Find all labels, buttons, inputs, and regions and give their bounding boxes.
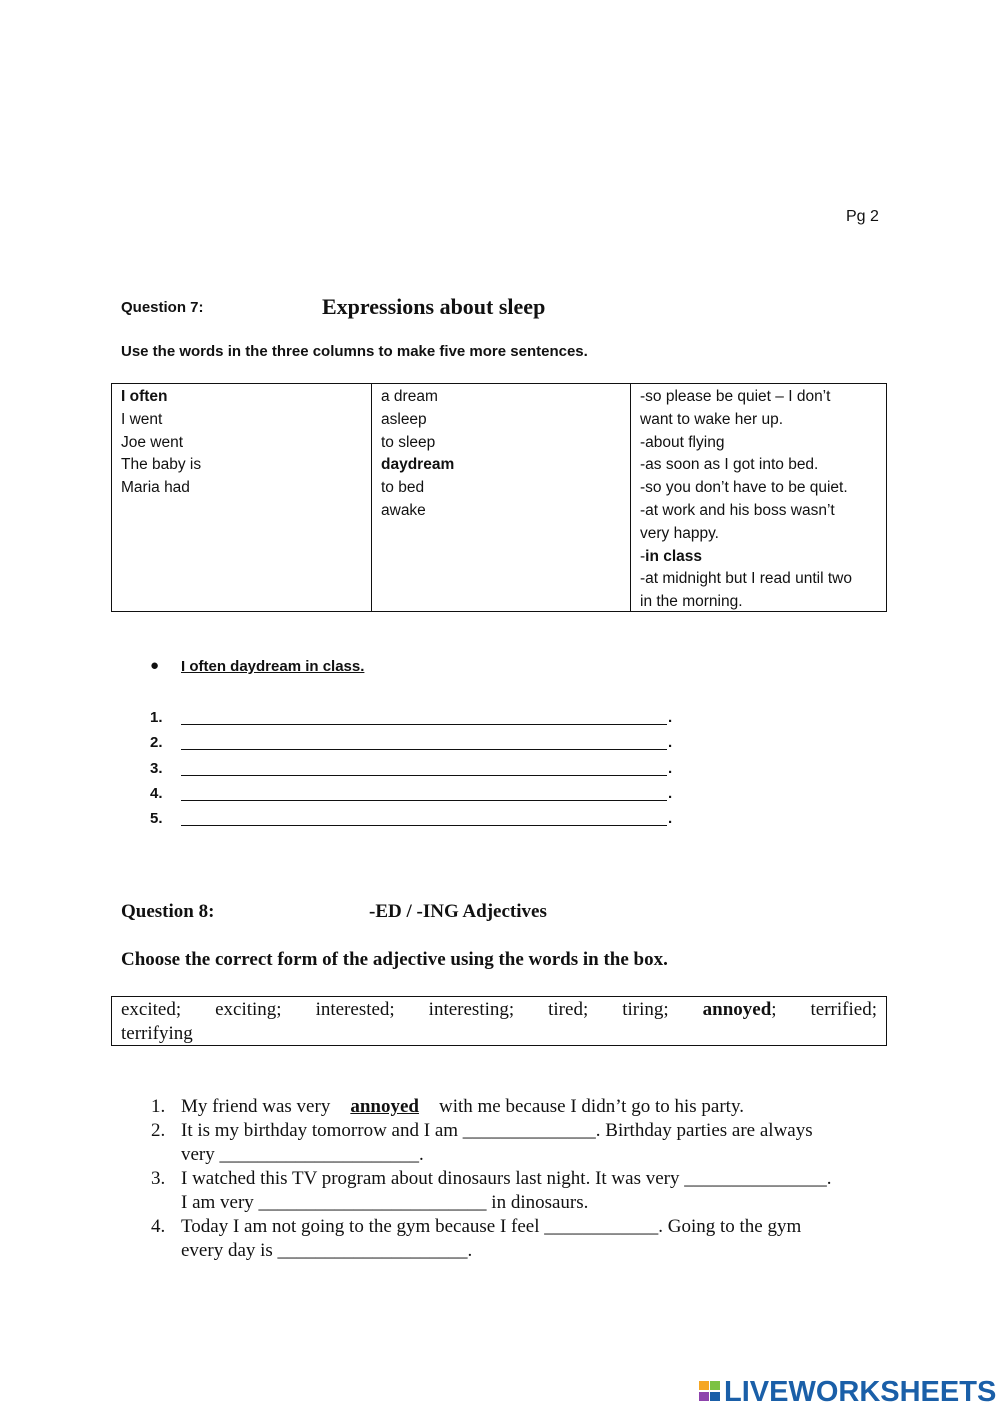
answer-number: 2. xyxy=(150,734,163,751)
table-cell: very happy. xyxy=(640,524,719,542)
item-text-line[interactable]: I watched this TV program about dinosaurs last night. It was very _______________. xyxy=(181,1168,832,1189)
answer-blank[interactable] xyxy=(181,749,667,750)
exercise-item-1 xyxy=(151,1095,891,1119)
answer-line-3[interactable] xyxy=(150,760,690,782)
table-cell xyxy=(640,546,878,569)
line-end: . xyxy=(668,709,673,726)
separator: ; xyxy=(771,999,777,1020)
table-cell: -at midnight but I read until two xyxy=(640,570,852,588)
table-cell: daydream xyxy=(381,456,455,474)
table-cell: I often xyxy=(121,388,168,405)
word-option: interested; xyxy=(315,999,395,1020)
table-cell: awake xyxy=(381,501,426,519)
exercise-item-2[interactable] xyxy=(151,1119,891,1167)
example-answer: annoyed xyxy=(350,1096,419,1117)
answer-number: 3. xyxy=(150,760,163,777)
table-cell: a dream xyxy=(381,388,438,405)
item-text xyxy=(181,1095,744,1119)
item-number: 4. xyxy=(151,1216,166,1237)
table-cell: -as soon as I got into bed. xyxy=(640,456,819,474)
word-option: terrified; xyxy=(810,999,877,1020)
table-cell: -so please be quiet – I don’t xyxy=(640,388,831,405)
word-option-bold: annoyed xyxy=(702,999,772,1020)
word-columns-table xyxy=(111,383,887,612)
line-end: . xyxy=(668,785,673,802)
question-8-label: Question 8: xyxy=(121,901,215,922)
answer-line-1[interactable] xyxy=(150,709,690,731)
example-sentence: I often daydream in class. xyxy=(181,658,365,675)
page-number: Pg 2 xyxy=(846,208,879,225)
question-8-instruction: Choose the correct form of the adjective using the words in the box. xyxy=(121,949,668,970)
answer-line-5[interactable] xyxy=(150,810,690,832)
question-7-label: Question 7: xyxy=(121,299,204,316)
item-number: 3. xyxy=(151,1168,166,1189)
table-column-endings xyxy=(630,384,886,611)
table-cell: want to wake her up. xyxy=(640,410,784,428)
item-text-line[interactable]: I am very ________________________ in dinosaurs. xyxy=(181,1192,589,1213)
table-cell: Joe went xyxy=(121,433,184,451)
word-box-row xyxy=(121,998,877,1022)
item-text-line[interactable]: Today I am not going to the gym because I feel ____________. Going to the gym xyxy=(181,1216,802,1237)
bullet-icon: ● xyxy=(150,657,160,674)
table-cell: in the morning. xyxy=(640,593,743,611)
word-option: excited; xyxy=(121,999,182,1020)
word-option: exciting; xyxy=(215,999,282,1020)
item-number: 2. xyxy=(151,1120,166,1141)
liveworksheets-logo-icon xyxy=(699,1377,721,1407)
item-text-line[interactable]: very _____________________. xyxy=(181,1144,424,1165)
answer-line-4[interactable] xyxy=(150,785,690,807)
table-cell: -at work and his boss wasn’t xyxy=(640,501,835,519)
word-option xyxy=(703,998,777,1022)
line-end: . xyxy=(668,760,673,777)
table-cell: -about flying xyxy=(640,433,725,451)
table-cell: I went xyxy=(121,410,163,428)
answer-number: 1. xyxy=(150,709,163,726)
answer-blank[interactable] xyxy=(181,775,667,776)
answer-number: 5. xyxy=(150,810,163,827)
item-number: 1. xyxy=(151,1096,166,1117)
line-end: . xyxy=(668,810,673,827)
question-7-title: Expressions about sleep xyxy=(322,294,546,319)
bold-phrase: in class xyxy=(645,547,703,565)
table-cell: asleep xyxy=(381,410,427,428)
table-cell: -so you don’t have to be quiet. xyxy=(640,479,848,497)
brand-name: LIVEWORKSHEETS xyxy=(724,1375,997,1408)
word-option: interesting; xyxy=(428,999,515,1020)
item-text-line[interactable]: every day is ____________________. xyxy=(181,1240,473,1261)
exercise-item-4[interactable] xyxy=(151,1215,891,1263)
table-cell: Maria had xyxy=(121,479,190,497)
table-column-subjects xyxy=(112,384,371,611)
word-option: tiring; xyxy=(622,999,669,1020)
word-option: tired; xyxy=(548,999,589,1020)
item-text-line[interactable]: It is my birthday tomorrow and I am ______________. Birthday parties are always xyxy=(181,1120,813,1141)
liveworksheets-logo xyxy=(699,1372,996,1412)
question-7-instruction: Use the words in the three columns to make five more sentences. xyxy=(121,343,588,360)
exercise-item-3[interactable] xyxy=(151,1167,891,1215)
answer-blank[interactable] xyxy=(181,800,667,801)
dash: - xyxy=(640,547,646,565)
table-column-expressions xyxy=(371,384,630,611)
answer-blank[interactable] xyxy=(181,825,667,826)
word-box xyxy=(111,996,887,1046)
table-cell: The baby is xyxy=(121,456,202,474)
answer-line-2[interactable] xyxy=(150,734,690,756)
answer-number: 4. xyxy=(150,785,163,802)
table-cell: to sleep xyxy=(381,433,436,451)
item-text-pre: My friend was very xyxy=(181,1096,331,1117)
table-cell: to bed xyxy=(381,479,425,497)
answer-blank[interactable] xyxy=(181,724,667,725)
word-option: terrifying xyxy=(121,1023,193,1044)
item-text-post: with me because I didn’t go to his party. xyxy=(438,1096,744,1117)
line-end: . xyxy=(668,734,673,751)
question-8-title: -ED / -ING Adjectives xyxy=(369,901,547,922)
